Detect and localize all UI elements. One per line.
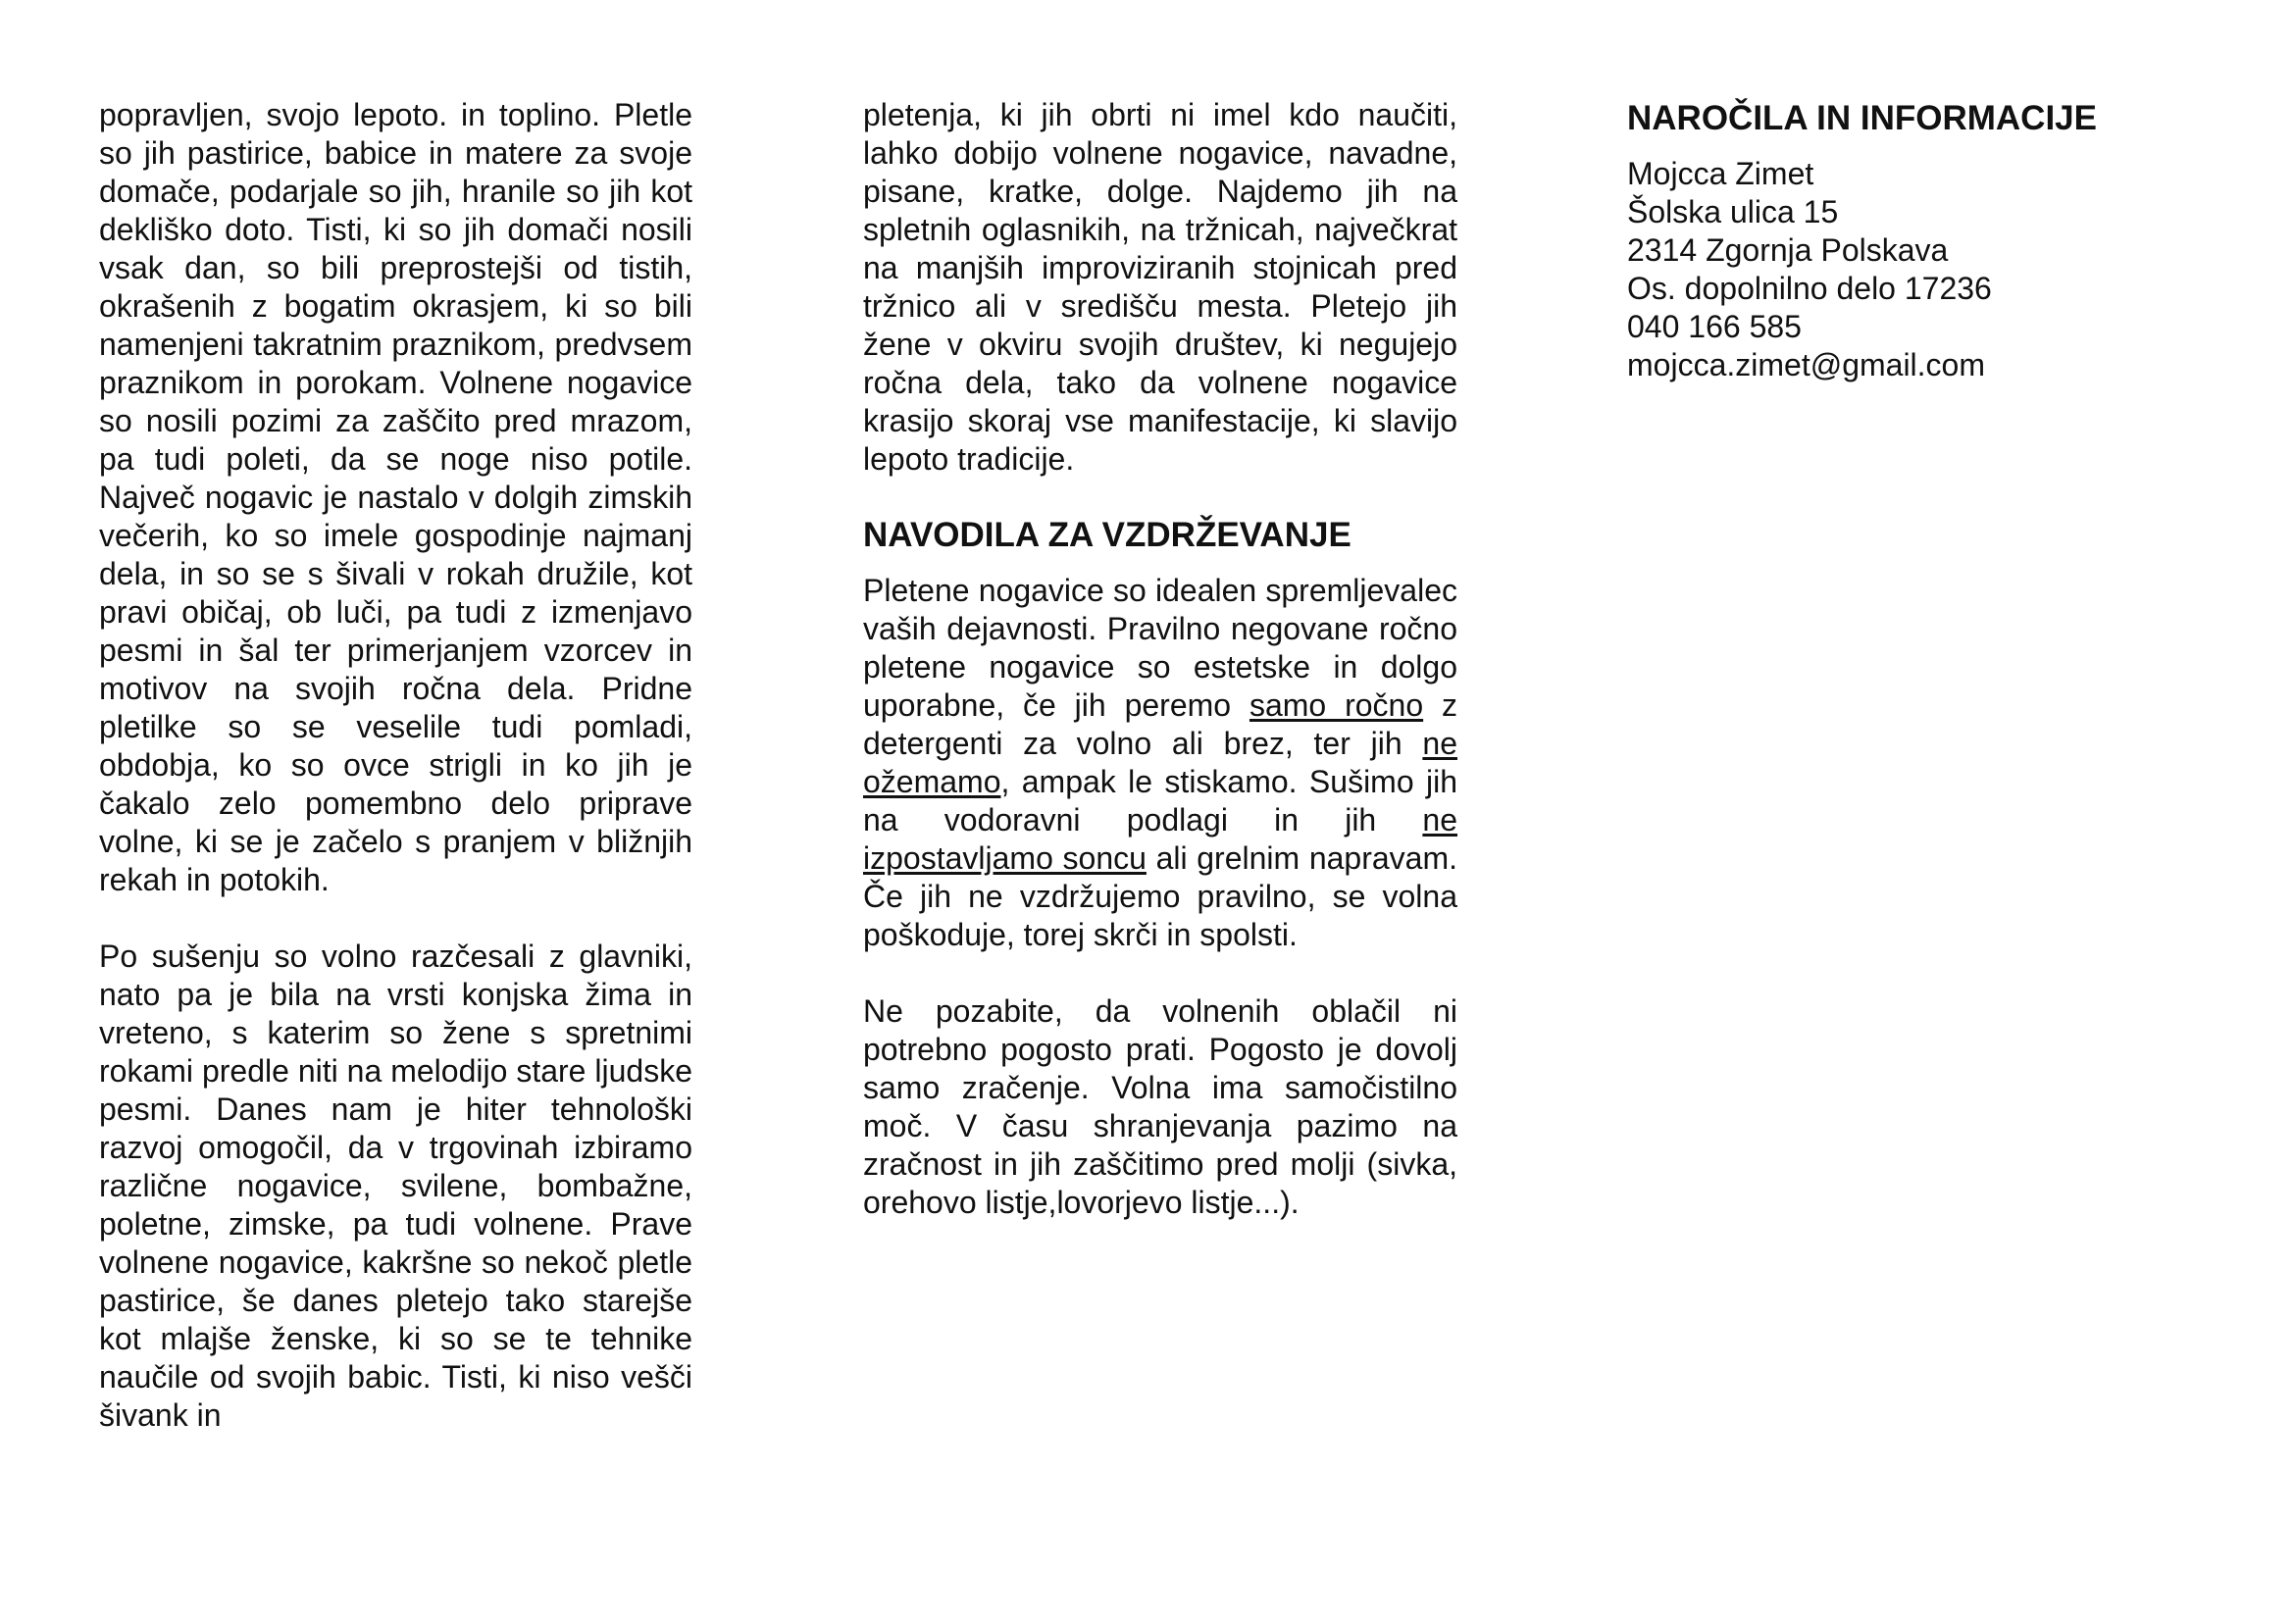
care-emphasis-hand-wash: samo ročno [1249, 687, 1424, 723]
contact-email: mojcca.zimet@gmail.com [1627, 347, 1985, 382]
contact-block [1627, 155, 2235, 384]
contact-city: 2314 Zgornja Polskava [1627, 232, 1949, 268]
orders-info-heading: NAROČILA IN INFORMACIJE [1627, 99, 2097, 137]
body-paragraph-1: popravljen, svojo lepoto. in toplino. Pletle so jih pastirice, babice in matere za svoje domače, podarjale so jih, hranile so jih kot dekliško doto. Tisti, ki so jih domači nosili vsak dan, so bili preprostejši od tistih, okrašenih z bogatim okrasjem, ki so bili namenjeni takratnim praznikom, predvsem praznikom in porokam. Volnene nogavice so nosili pozimi za zaščito pred mrazom, pa tudi poleti, da se noge niso potile. Največ nogavic je nastalo v dolgih zimskih večerih, ko so imele gospodinje najmanj dela, in so se s šivali v rokah družile, kot pravi običaj, ob luči, pa tudi z izmenjavo pesmi in šal ter primerjanjem vzorcev in motivov na svojih ročna dela. Pridne pletilke so se veselile tudi pomladi, obdobja, ko so ovce strigli in ko jih je čakalo zelo pomembno delo priprave volne, ki se je začelo s pranjem v bližnjih rekah in potokih. [99, 97, 692, 897]
column-left [99, 96, 692, 1435]
column-middle [863, 96, 1457, 1222]
contact-street: Šolska ulica 15 [1627, 194, 1839, 229]
care-instructions-paragraph [863, 572, 1457, 954]
contact-business-reg: Os. dopolnilno delo 17236 [1627, 271, 1992, 306]
care-reminder-paragraph: Ne pozabite, da volnenih oblačil ni potrebno pogosto prati. Pogosto je dovolj samo zračenje. Volna ima samočistilno moč. V času shranjevanja pazimo na zračnost in jih zaščitimo pred molji (sivka, orehovo listje,lovorjevo listje...). [863, 993, 1457, 1220]
column-right [1627, 96, 2235, 384]
body-paragraph-3: pletenja, ki jih obrti ni imel kdo naučiti, lahko dobijo volnene nogavice, navadne, pisane, kratke, dolge. Najdemo jih na spletnih oglasnikih, na tržnicah, največkrat na manjših improviziranih stojnicah pred tržnico ali v središču mesta. Pletejo jih žene v okviru svojih društev, ki negujejo ročna dela, tako da volnene nogavice krasijo skoraj vse manifestacije, ki slavijo lepoto tradicije. [863, 97, 1457, 477]
contact-phone: 040 166 585 [1627, 309, 1802, 344]
care-text-4: ali grelnim napravam. Če jih ne vzdržujemo pravilno, se volna poškoduje, torej skrči in spolsti. [863, 840, 1457, 952]
body-paragraph-2: Po sušenju so volno razčesali z glavniki, nato pa je bila na vrsti konjska žima in vreteno, s katerim so žene s spretnimi rokami predle niti na melodijo stare ljudske pesmi. Danes nam je hiter tehnološki razvoj omogočil, da v trgovinah izbiramo različne nogavice, svilene, bombažne, poletne, zimske, pa tudi volnene. Prave volnene nogavice, kakršne so nekoč pletle pastirice, še danes pletejo tako starejše kot mlajše ženske, ki so se te tehnike naučile od svojih babic. Tisti, ki niso vešči šivank in [99, 939, 692, 1433]
care-emphasis-no-wringing: ne ožemamo [863, 726, 1457, 799]
care-text-1: Pletene nogavice so idealen spremljevalec vaših dejavnosti. Pravilno negovane ročno pletene nogavice so estetske in dolgo uporabne, če jih peremo [863, 573, 1457, 723]
contact-name: Mojcca Zimet [1627, 156, 1814, 191]
care-text-2: z detergenti za volno ali brez, ter jih [863, 687, 1458, 761]
care-emphasis-no-sun: ne izpostavljamo soncu [863, 802, 1457, 876]
care-text-3: , ampak le stiskamo. Sušimo jih na vodoravni podlagi in jih [863, 764, 1457, 837]
care-instructions-heading: NAVODILA ZA VZDRŽEVANJE [863, 516, 1351, 554]
